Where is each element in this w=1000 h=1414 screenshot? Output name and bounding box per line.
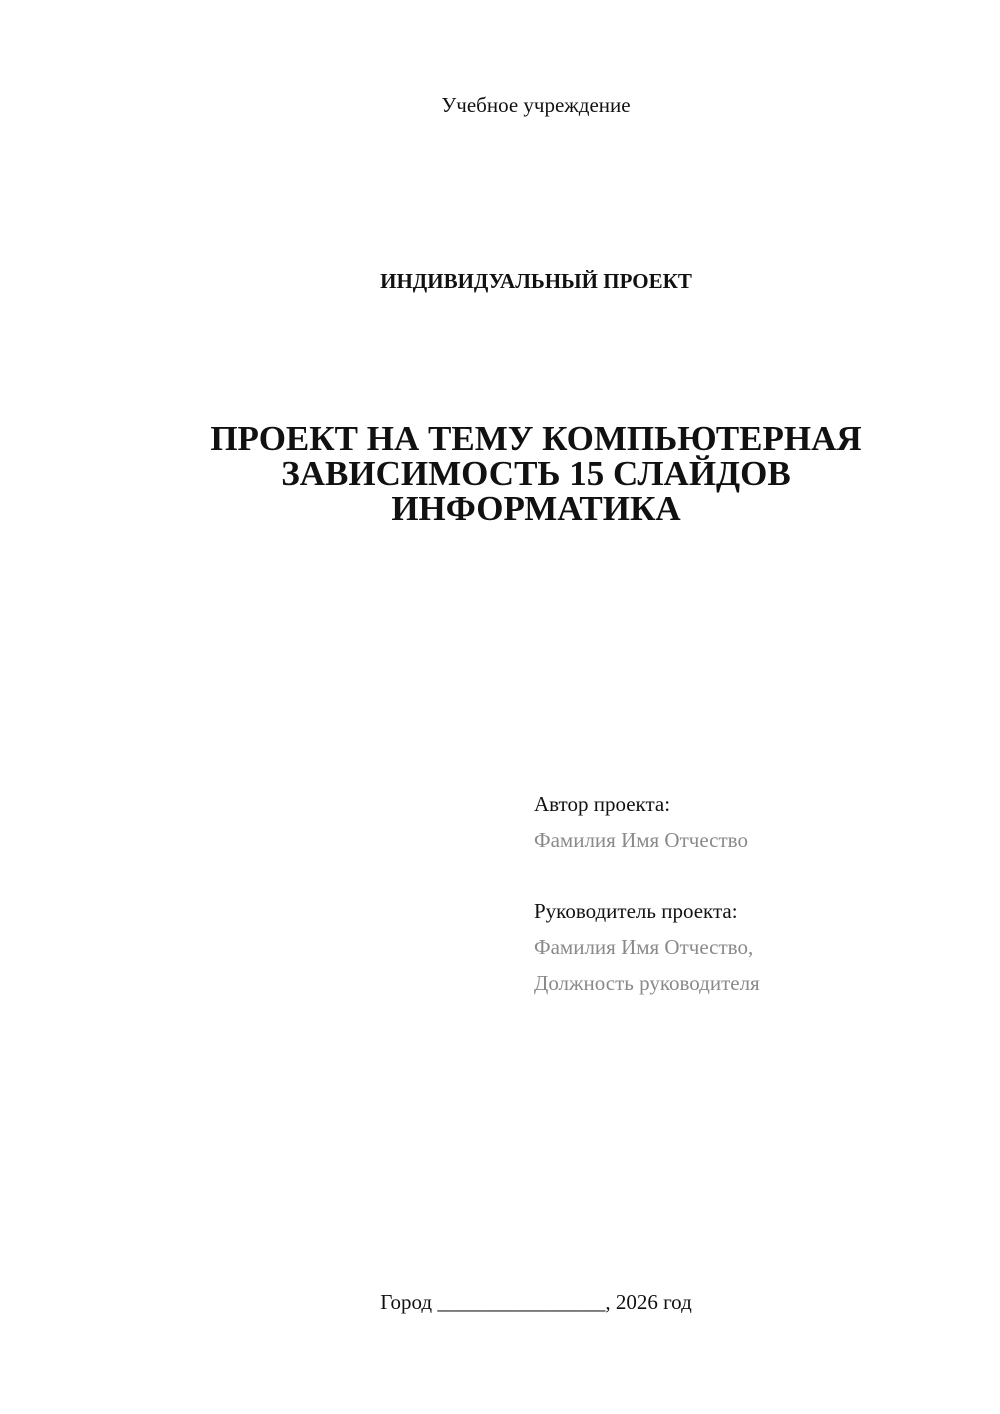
author-name: Фамилия Имя Отчество [534,828,748,852]
author-label: Автор проекта: [534,792,671,816]
author-block [534,786,748,858]
project-title: ПРОЕКТ НА ТЕМУ КОМПЬЮТЕРНАЯ ЗАВИСИМОСТЬ 15 СЛАЙДОВ ИНФОРМАТИКА [210,419,862,528]
supervisor-block [534,893,760,1001]
city-year-line: Город ________________, 2026 год [380,1290,692,1314]
supervisor-label: Руководитель проекта: [534,899,738,923]
document-type: ИНДИВИДУАЛЬНЫЙ ПРОЕКТ [380,269,692,293]
institution-name: Учебное учреждение [441,93,631,117]
supervisor-name: Фамилия Имя Отчество, [534,935,754,959]
supervisor-position: Должность руководителя [534,971,760,995]
